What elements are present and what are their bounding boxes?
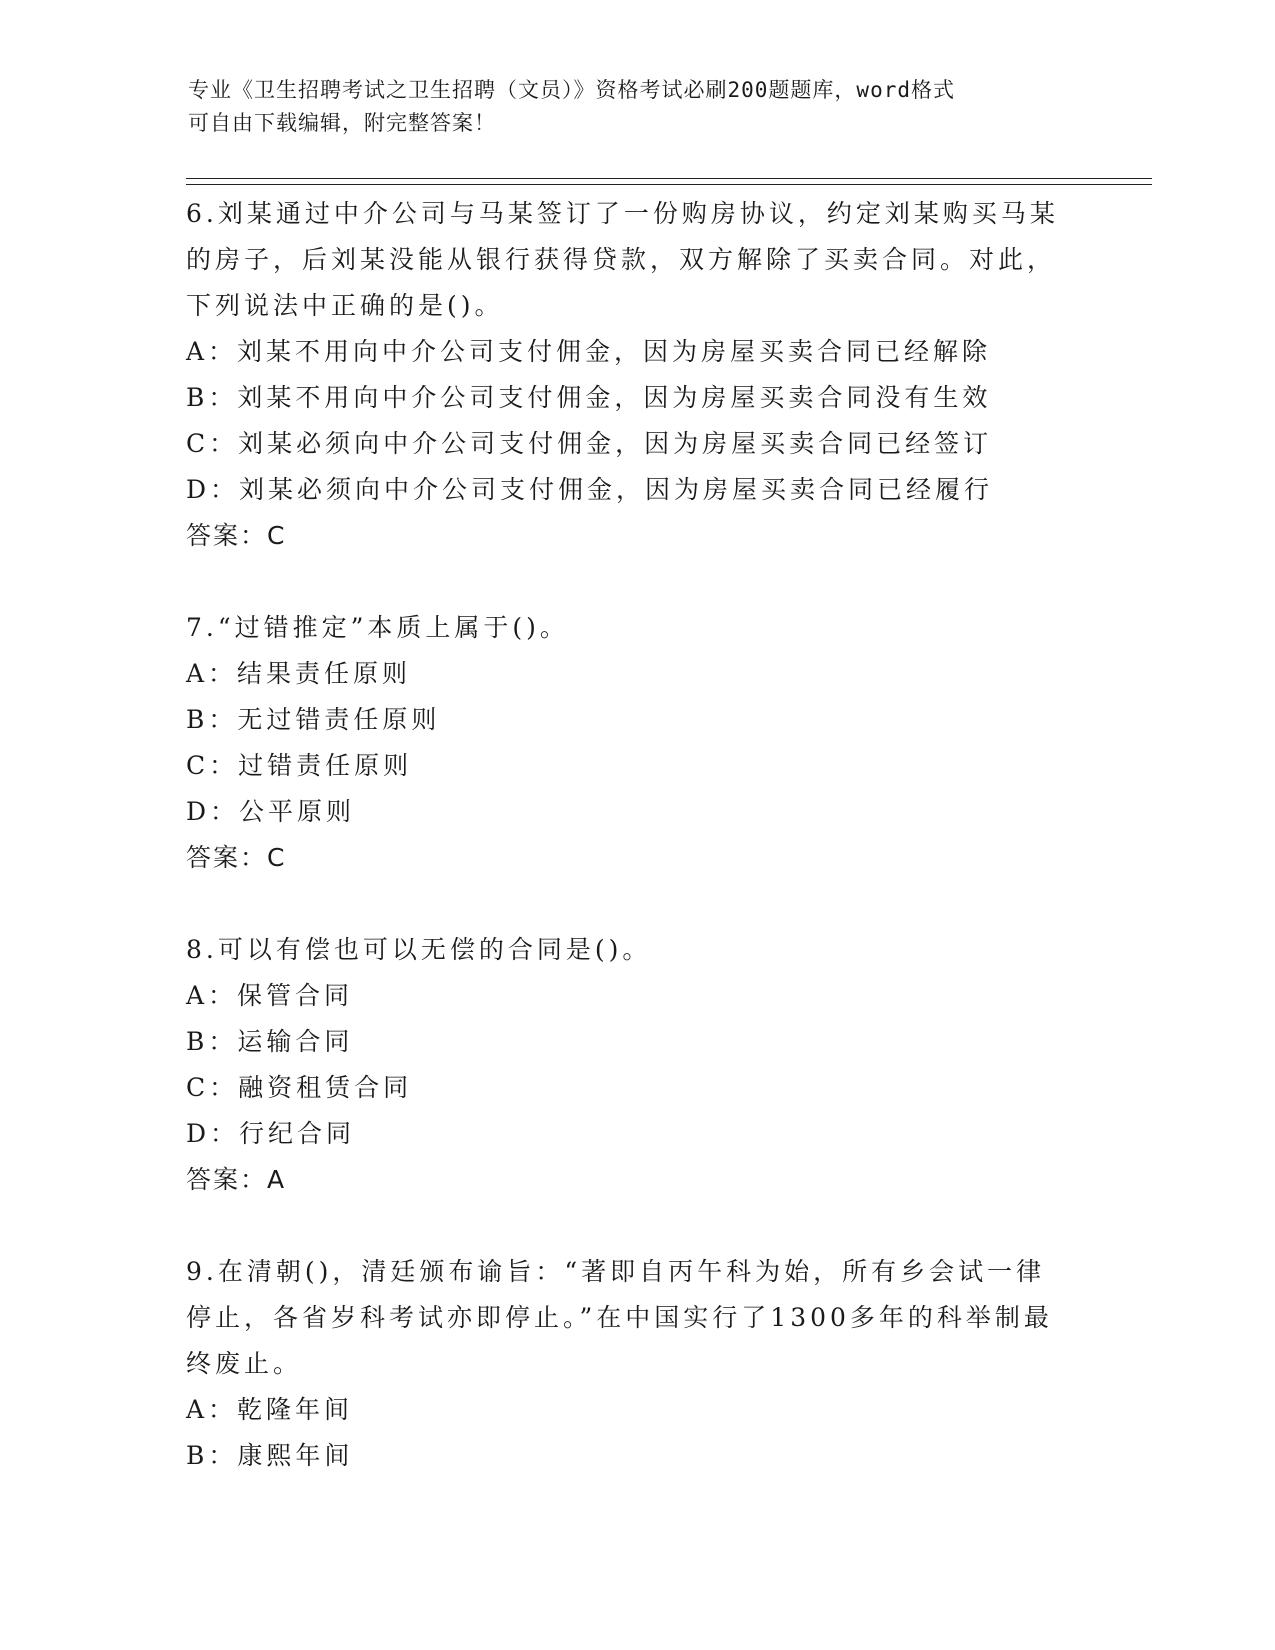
- option-b: B：康熙年间: [186, 1441, 354, 1470]
- answer-line: 答案：A: [186, 1165, 287, 1194]
- question-stem-line: 终废止。: [186, 1349, 303, 1378]
- question-list: [186, 191, 1086, 1479]
- question-7: [186, 605, 1086, 881]
- question-8: [186, 927, 1086, 1203]
- header-divider-top: [186, 178, 1152, 179]
- option-b: B：运输合同: [186, 1027, 354, 1056]
- question-6: [186, 191, 1086, 559]
- header-line-2: 可自由下载编辑，附完整答案！: [188, 111, 496, 135]
- answer-line: 答案：C: [186, 843, 287, 872]
- option-d: D：刘某必须向中介公司支付佣金，因为房屋买卖合同已经履行: [186, 475, 994, 504]
- option-a: A：结果责任原则: [186, 659, 412, 688]
- option-b: B：无过错责任原则: [186, 705, 441, 734]
- question-stem-line: 6.刘某通过中介公司与马某签订了一份购房协议，约定刘某购买马某: [186, 199, 1059, 228]
- option-d: D：公平原则: [186, 797, 356, 826]
- option-a: A：刘某不用向中介公司支付佣金，因为房屋买卖合同已经解除: [186, 337, 992, 366]
- option-d: D：行纪合同: [186, 1119, 356, 1148]
- question-stem-line: 下列说法中正确的是()。: [186, 291, 504, 320]
- option-c: C：融资租赁合同: [186, 1073, 413, 1102]
- question-stem-line: 8.可以有偿也可以无偿的合同是()。: [186, 935, 652, 964]
- option-b: B：刘某不用向中介公司支付佣金，因为房屋买卖合同没有生效: [186, 383, 992, 412]
- header-divider-bottom: [186, 184, 1152, 185]
- question-stem-line: 9.在清朝()，清廷颁布谕旨：“著即自丙午科为始，所有乡会试一律: [186, 1257, 1046, 1286]
- document-header: [188, 74, 1088, 140]
- question-9: [186, 1249, 1086, 1479]
- question-stem-line: 7.“过错推定”本质上属于()。: [186, 613, 569, 642]
- option-a: A：乾隆年间: [186, 1395, 354, 1424]
- option-a: A：保管合同: [186, 981, 354, 1010]
- question-stem-line: 停止，各省岁科考试亦即停止。”在中国实行了1300多年的科举制最: [186, 1303, 1053, 1332]
- question-stem-line: 的房子，后刘某没能从银行获得贷款，双方解除了买卖合同。对此，: [186, 245, 1057, 274]
- header-line-1: 专业《卫生招聘考试之卫生招聘（文员）》资格考试必刷200题题库，word格式: [188, 78, 955, 102]
- option-c: C：刘某必须向中介公司支付佣金，因为房屋买卖合同已经签订: [186, 429, 993, 458]
- option-c: C：过错责任原则: [186, 751, 413, 780]
- answer-line: 答案：C: [186, 521, 287, 550]
